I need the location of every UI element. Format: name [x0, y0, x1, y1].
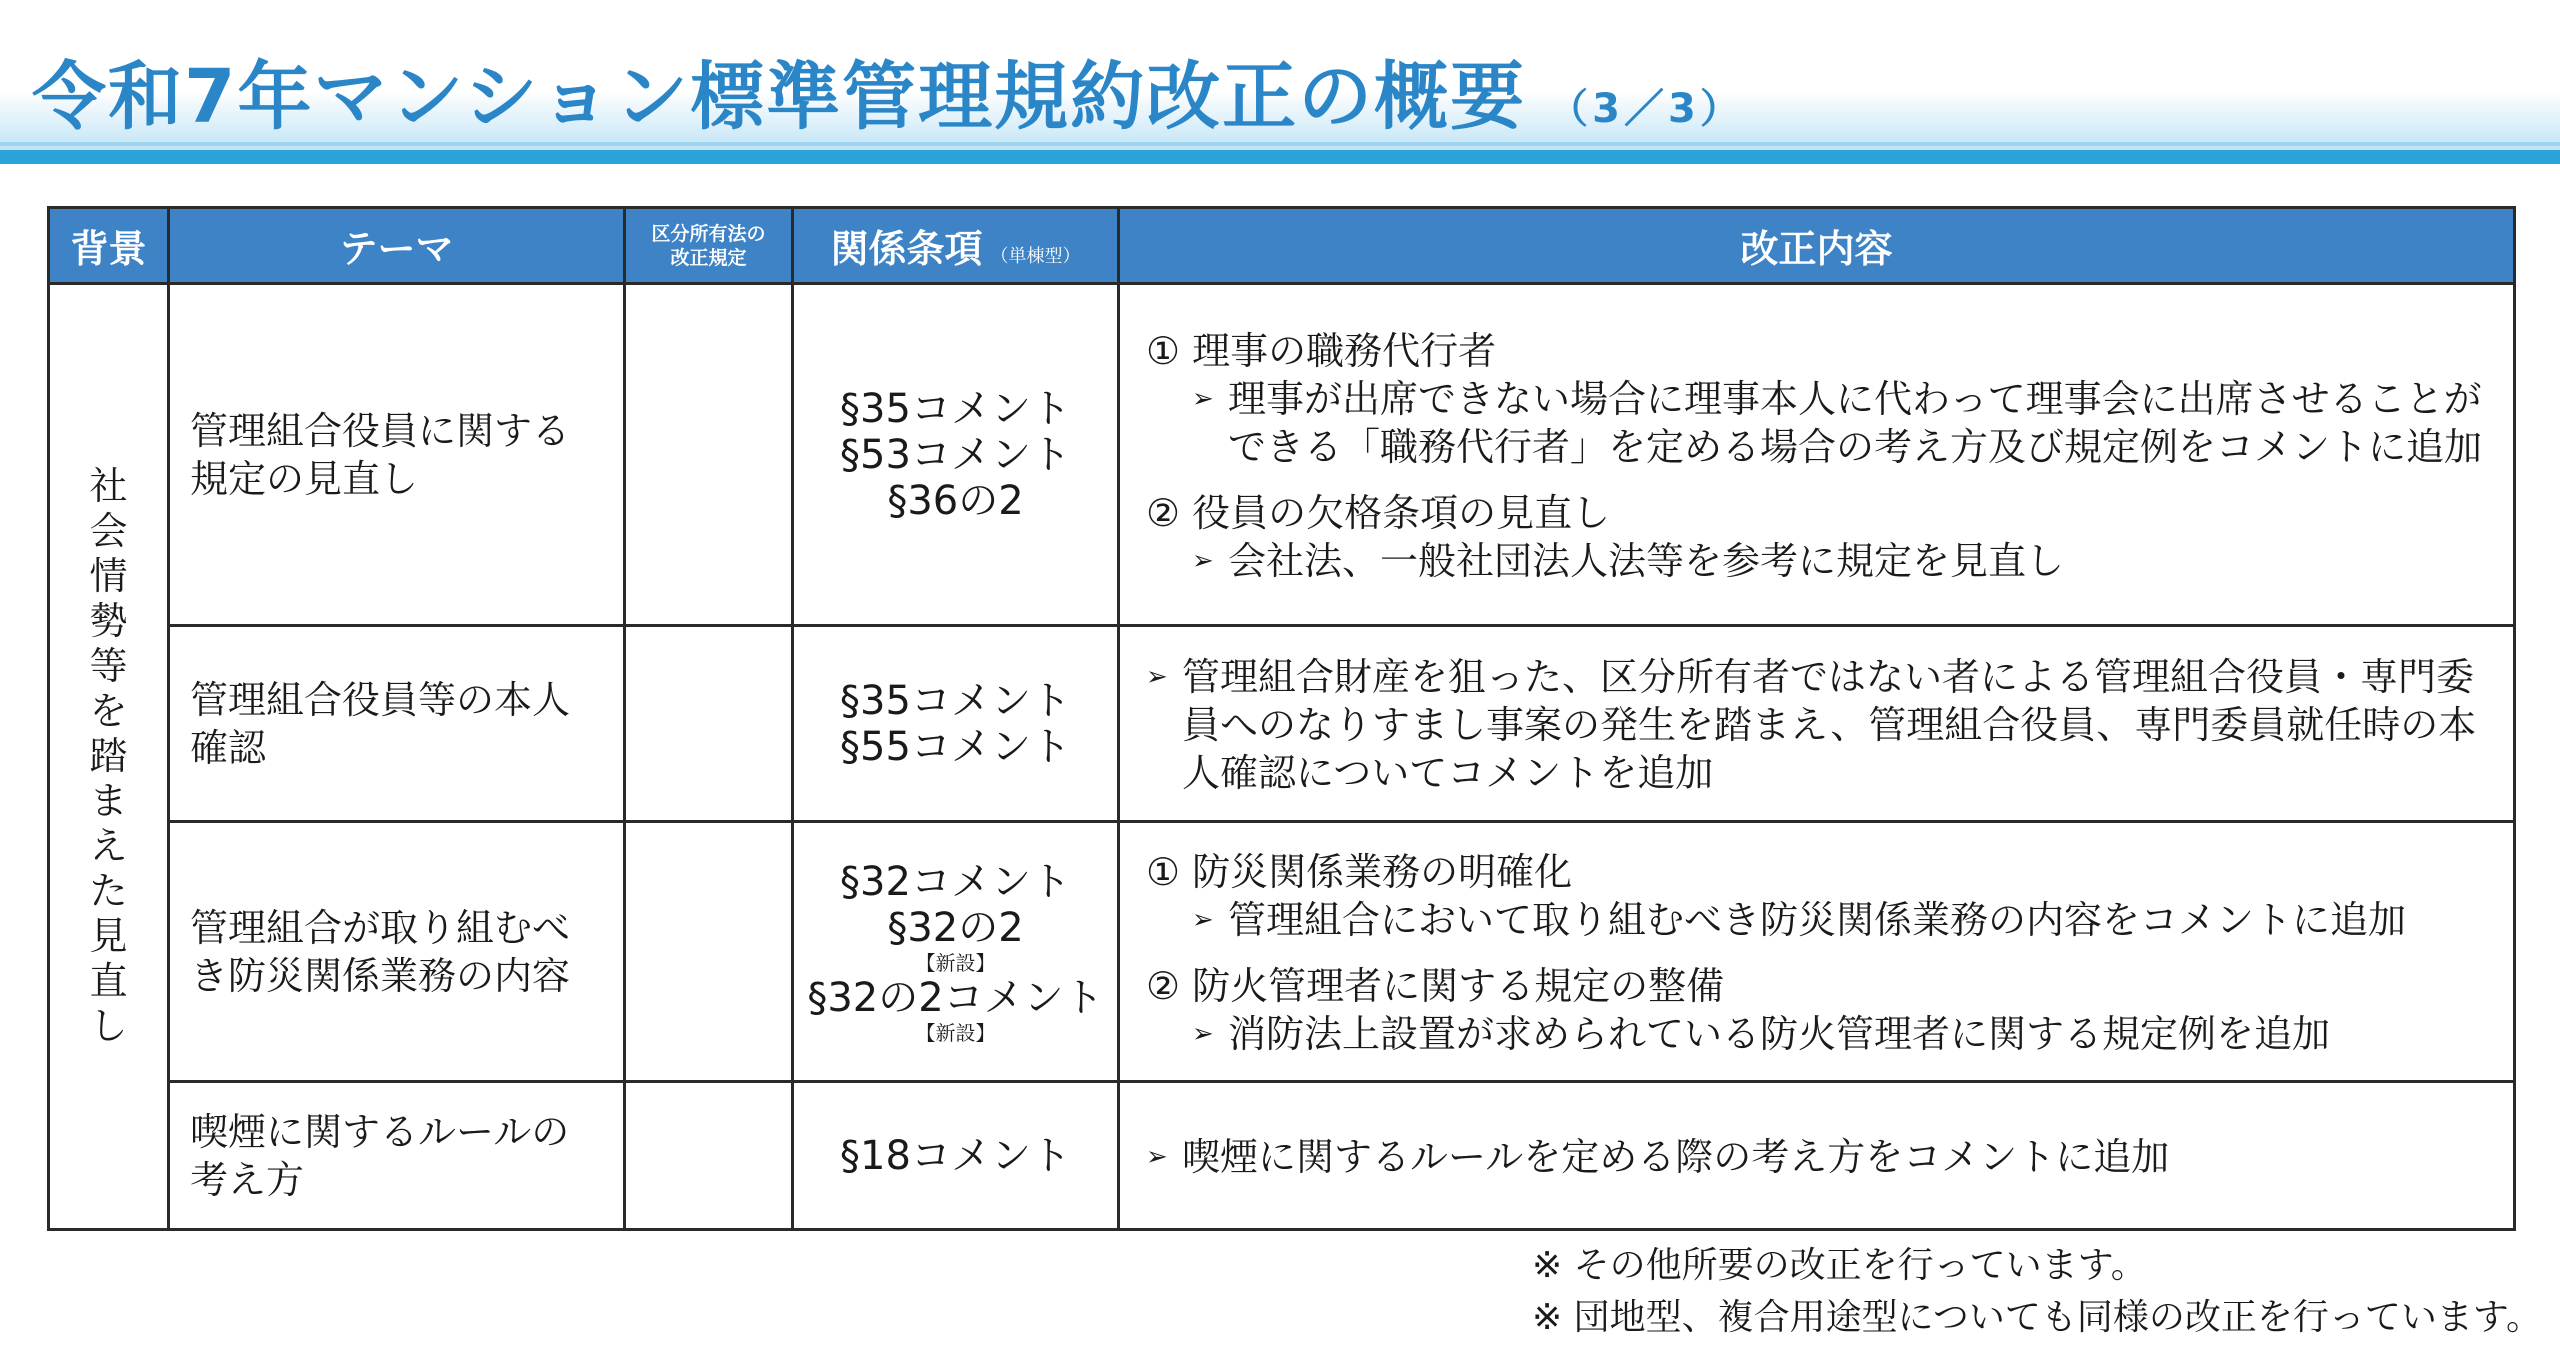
header-clause-sub: （単棟型） — [990, 246, 1081, 267]
content-bullet-text: 理事が出席できない場合に理事本人に代わって理事会に出席させることができる「職務代行者」を定める場合の考え方及び規定例をコメントに追加 — [1228, 376, 2483, 469]
header-clause — [793, 208, 1119, 284]
table-row — [49, 1082, 2515, 1230]
condo-act-cell — [625, 822, 793, 1082]
table-row — [49, 822, 2515, 1082]
arrow-bullet-icon: ➢ — [1146, 661, 1168, 692]
arrow-bullet-icon: ➢ — [1192, 904, 1214, 935]
header-background: 背景 — [49, 208, 169, 284]
content-item-heading: ① 防災関係業務の明確化 — [1146, 849, 1573, 894]
new-tag: 【新設】 — [915, 1020, 996, 1045]
clause-item: §32の2 — [887, 904, 1024, 951]
clause-cell — [793, 1082, 1119, 1230]
condo-act-cell — [625, 284, 793, 626]
arrow-bullet-icon: ➢ — [1192, 545, 1214, 576]
background-text: 社会情勢等を踏まえた見直し — [89, 463, 128, 1048]
revision-table — [47, 206, 2516, 1231]
header-clause-label: 関係条項 — [830, 227, 983, 271]
content-bullet — [1146, 653, 2491, 797]
header-condo-act — [625, 208, 793, 284]
footnote: ※ 団地型、複合用途型についても同様の改正を行っています。 — [1532, 1297, 2543, 1338]
clause-item: §35コメント — [840, 677, 1071, 724]
footnote: ※ その他所要の改正を行っています。 — [1532, 1245, 2147, 1286]
content-cell — [1119, 822, 2515, 1082]
title-band — [0, 0, 2560, 165]
page-title — [32, 38, 1744, 144]
new-tag: 【新設】 — [915, 950, 996, 975]
content-item-heading: ② 役員の欠格条項の見直し — [1146, 490, 1611, 535]
header-condo-act-line2: 改正規定 — [670, 246, 747, 269]
header-content: 改正内容 — [1119, 208, 2515, 284]
header-theme: テーマ — [169, 208, 625, 284]
clause-item: §32コメント — [840, 858, 1071, 905]
content-item-heading: ① 理事の職務代行者 — [1146, 328, 1497, 373]
header-condo-act-line1: 区分所有法の — [651, 222, 766, 245]
content-bullet — [1146, 375, 2491, 471]
arrow-bullet-icon: ➢ — [1192, 383, 1214, 414]
content-bullet-text: 管理組合において取り組むべき防災関係業務の内容をコメントに追加 — [1228, 897, 2407, 942]
content-bullet — [1146, 1133, 2491, 1181]
content-bullet — [1146, 537, 2491, 585]
content-bullet-text: 会社法、一般社団法人法等を参考に規定を見直し — [1228, 538, 2065, 583]
theme-cell: 管理組合が取り組むべき防災関係業務の内容 — [169, 822, 625, 1082]
footnotes — [1532, 1240, 2542, 1344]
content-bullet — [1146, 1010, 2491, 1058]
clause-cell — [793, 284, 1119, 626]
table-row — [49, 284, 2515, 626]
table-row — [49, 626, 2515, 822]
clause-item: §32の2コメント — [807, 974, 1104, 1021]
arrow-bullet-icon: ➢ — [1146, 1141, 1168, 1172]
theme-cell: 管理組合役員等の本人確認 — [169, 626, 625, 822]
clause-cell — [793, 626, 1119, 822]
page-number: （3／3） — [1548, 86, 1744, 132]
title-underline — [0, 150, 2560, 164]
background-cell — [49, 284, 169, 1230]
content-item-heading: ② 防火管理者に関する規定の整備 — [1146, 963, 1725, 1008]
clause-item: §36の2 — [887, 477, 1024, 524]
content-cell — [1119, 284, 2515, 626]
content-cell — [1119, 626, 2515, 822]
page-title-text: 令和7年マンション標準管理規約改正の概要 — [32, 54, 1527, 140]
clause-item: §53コメント — [840, 431, 1071, 478]
arrow-bullet-icon: ➢ — [1192, 1018, 1214, 1049]
clause-item: §18コメント — [840, 1132, 1071, 1179]
content-bullet-text: 管理組合財産を狙った、区分所有者ではない者による管理組合役員・専門委員へのなりすまし事案の発生を踏まえ、管理組合役員、専門委員就任時の本人確認についてコメントを追加 — [1182, 654, 2477, 795]
condo-act-cell — [625, 626, 793, 822]
clause-item: §35コメント — [840, 385, 1071, 432]
content-bullet — [1146, 896, 2491, 944]
clause-item: §55コメント — [840, 723, 1071, 770]
content-bullet-text: 喫煙に関するルールを定める際の考え方をコメントに追加 — [1182, 1134, 2170, 1179]
condo-act-cell — [625, 1082, 793, 1230]
theme-cell: 喫煙に関するルールの考え方 — [169, 1082, 625, 1230]
theme-cell: 管理組合役員に関する規定の見直し — [169, 284, 625, 626]
content-cell — [1119, 1082, 2515, 1230]
table-header-row — [49, 208, 2515, 284]
clause-cell — [793, 822, 1119, 1082]
content-bullet-text: 消防法上設置が求められている防火管理者に関する規定例を追加 — [1228, 1011, 2331, 1056]
